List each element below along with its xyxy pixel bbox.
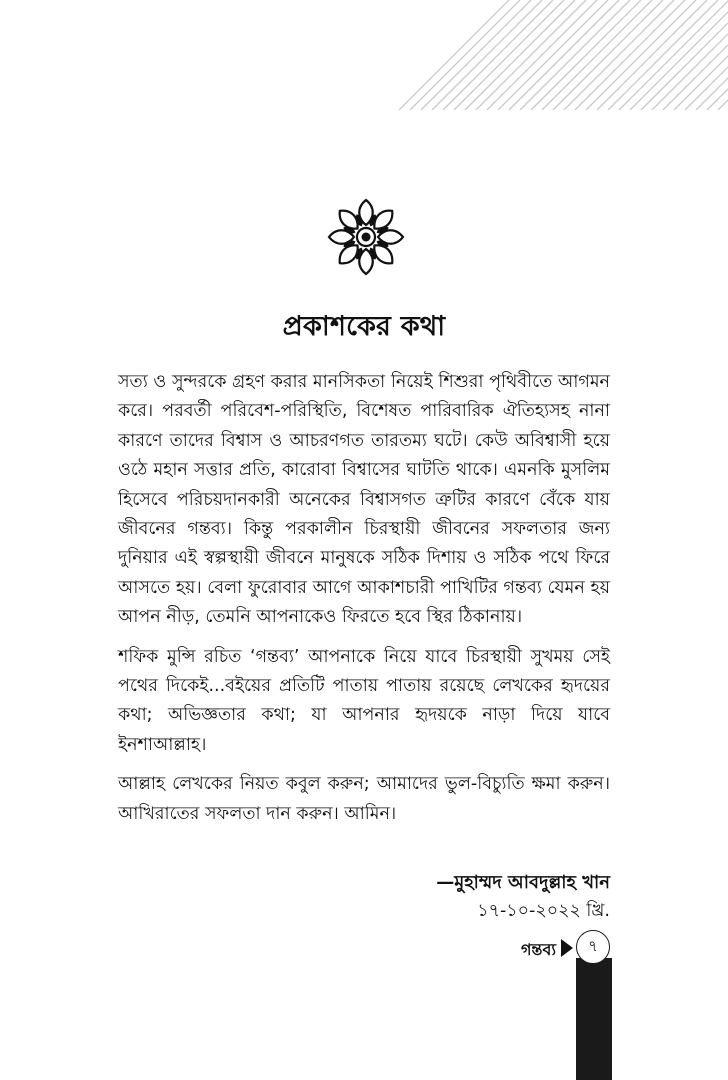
paragraph-3: আল্লাহ লেখকের নিয়ত কবুল করুন; আমাদের ভুল-বিচ্যুতি ক্ষমা করুন। আখিরাতের সফলতা দান করুন। আমিন। (118, 774, 610, 824)
triangle-right-icon (560, 938, 574, 958)
page-title: প্রকাশকের কথা (282, 311, 446, 342)
corner-hatch-decoration (398, 0, 728, 110)
flower-ornament-icon (326, 197, 406, 277)
page-number: ৭ (576, 930, 610, 964)
body-text (118, 368, 610, 839)
paragraph-2: শফিক মুন্সি রচিত ‘গন্তব্য’ আপনাকে নিয়ে যাবে চিরস্থায়ী সুখময় সেই পথের দিকেই...বইয়ের প্রতিটি পাতায় পাতায় রয়েছে লেখকের হৃদয়ের কথা; অভিজ্ঞতার কথা; যা আপনার হৃদয়কে নাড়া দিয়ে যাবে ইনশাআল্লাহ। (118, 646, 610, 755)
paragraph-1: সত্য ও সুন্দরকে গ্রহণ করার মানসিকতা নিয়েই শিশুরা পৃথিবীতে আগমন করে। পরবর্তী পরিবেশ-পরিস্থিতি, বিশেষত পারিবারিক ঐতিহ্যসহ নানা কারণে তাদের বিশ্বাস ও আচরণগত তারতম্য ঘটে। কেউ অবিশ্বাসী হয়ে ওঠে মহান সত্তার প্রতি, কারোবা বিশ্বাসের ঘাটতি থাকে। এমনকি মুসলিম হিসেবে পরিচয়দানকারী অনেকের বিশ্বাসগত ত্রুটির কারণে বেঁকে যায় জীবনের গন্তব্য। কিন্তু পরকালীন চিরস্থায়ী জীবনের সফলতার জন্য দুনিয়ার এই স্বল্পস্থায়ী জীবনে মানুষকে সঠিক দিশায় ও সঠিক পথে ফিরে আসতে হয়। বেলা ফুরোবার আগে আকাশচারী পাখিটির গন্তব্য যেমন হয় আপন নীড়, তেমনি আপনাকেও ফিরতে হবে স্থির ঠিকানায়। (118, 372, 610, 628)
footer-tab-bar (576, 958, 612, 1080)
footer-book-title: গন্তব্য (520, 940, 556, 959)
author-signature: —মুহাম্মদ আবদুল্লাহ খান (436, 872, 610, 893)
signature-date: ১৭-১০-২০২২ খ্রি. (477, 901, 610, 921)
